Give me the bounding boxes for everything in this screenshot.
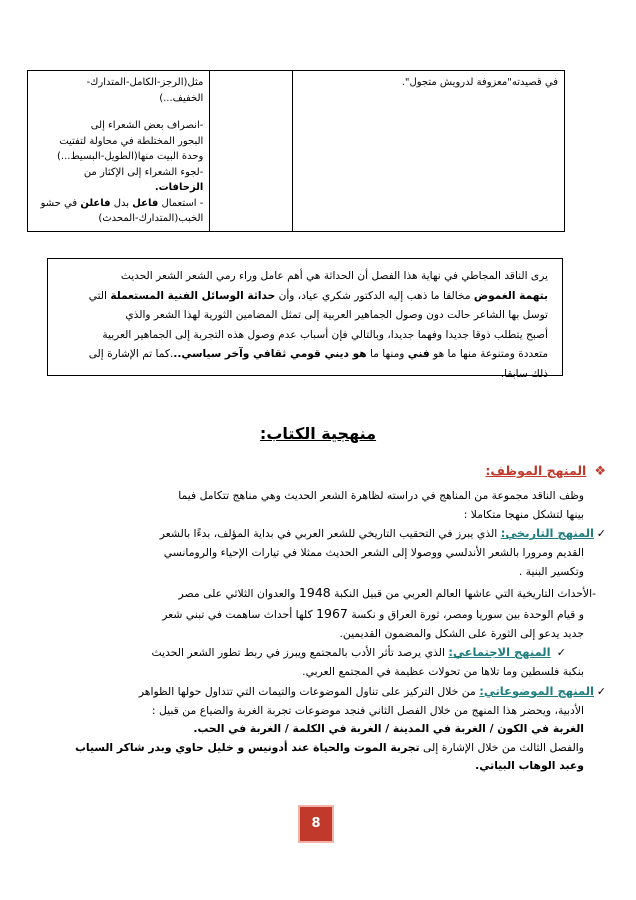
summary-line: يرى الناقد المجاطي في نهاية هذا الفصل أن الحداثة هي أهم عامل وراء رمي الشعر الشعر الحديث <box>120 270 548 282</box>
table-cell-middle <box>210 71 292 232</box>
cell-line: الزحافات. <box>154 182 204 193</box>
summary-line: توسل بها الشاعر حالت دون وصول الجماهير العربية إلى تمثل المضامين الثورية لهذا الشعر والذي <box>125 309 548 322</box>
table-cell-right <box>292 71 564 232</box>
cell-line: -لجوء الشعراء إلى الإكثار من <box>83 166 204 178</box>
cell-line: - استعمال فاعل بدل فاعلن في حشو <box>40 197 204 209</box>
paragraph: الغربة في الكون / الغربة في المدينة / الغربة في الكلمة / الغربة في الحب. <box>193 722 584 736</box>
comparison-table <box>27 70 565 232</box>
paragraph: بنكبة فلسطين وما تلاها من تحولات عظيمة في المجتمع العربي. <box>302 665 584 679</box>
checkmark-icon: ✓ <box>596 684 606 698</box>
paragraph: بينها لتشكل منهجا متكاملا : <box>463 507 584 521</box>
paragraph: جديد يدعو إلى الثورة على الشكل والمضمون القديمين. <box>339 626 584 640</box>
paragraph: القديم ومرورا بالشعر الأندلسي ووصولا إلى الشعر الحديث ممثلا في تيارات الإحياء والرومانسي <box>163 546 584 560</box>
paragraph: والفصل الثالث من خلال الإشارة إلى تجربة الموت والحياة عند أدونيس و خليل حاوي وبدر شاكر السياب <box>75 740 584 754</box>
cell-line: -انصراف بعض الشعراء إلى <box>90 120 204 131</box>
methods-section: ❖المنهج الموظف: وظف الناقد مجموعة من المناهج في دراسته لظاهرة الشعر الحديث وهي مناهج تتكامل فيما بينها لتشكل منهجا متكاملا : ✓المنهج التاريخي: الذي يبرز في التحقيب التاريخي للشعر العربي في بداية المؤلف، بدءًا بالشعر القديم ومرورا بالشعر الأندلسي ووصولا إلى الشعر الحديث ممثلا في تيارات الإحياء والرومانسي وتكسير البنية . -الأحداث التاريخية التي عاشها العالم العربي من قبيل النكبة 1948 والعدوان الثلاثي على مصر و قيام الوحدة بين سوريا ومصر، ثورة العراق و نكسة 1967 كلها أحداث ساهمت في تبني شعر جديد يدعو إلى الثورة على الشكل والمضمون القديمين. ✓ المنهج الاجتماعي: الذي يرصد تأثر الأدب بالمجتمع ويبرز في ربط تطور الشعر الحديث بنكبة فلسطين وما تلاها من تحولات عظيمة في المجتمع العربي. ✓المنهج الموضوعاتي: من خلال التركيز على تناول الموضوعات والتيمات التي تتداول حولها الظواهر الأدبية، ويحضر هذا المنهج من خلال الفصل الثاني فنجد موضوعات تجربة الغربة والضياع من قبيل : الغربة في الكون / الغربة في المدينة / الغربة في الكلمة / الغربة في الحب. والفصل الثالث من خلال الإشارة إلى تجربة الموت والحياة عند أدونيس و خليل حاوي وبدر شاكر السياب وعبد الوهاب البياتي. <box>20 460 606 776</box>
summary-line: بتهمة الغموض مخالفا ما ذهب إليه الدكتور شكري عياد، وأن حداثة الوسائل الفنية المستعملة التي <box>88 289 548 302</box>
table-cell-left <box>28 71 210 232</box>
page-title: منهجية الكتاب: <box>259 424 377 443</box>
cell-line: البحور المختلطة في محاولة لتفتيت <box>59 135 204 147</box>
cell-text: في قصيدته"معزوفة لدرويش متجول". <box>401 77 558 88</box>
thematic-heading: المنهج الموضوعاتي: <box>479 683 594 698</box>
dash-bullet-icon: - <box>592 586 596 600</box>
paragraph: و قيام الوحدة بين سوريا ومصر، ثورة العراق و نكسة 1967 كلها أحداث ساهمت في تبني شعر <box>162 606 584 622</box>
cell-line: الخبب(المتدارك-المحدث) <box>98 213 204 224</box>
paragraph: الأدبية، ويحضر هذا المنهج من خلال الفصل الثاني فنجد موضوعات تجربة الغربة والضياع من قبيل : <box>151 703 584 717</box>
summary-line: أصبح يتطلب ذوقا جديدا وفهما جديدا، وبالتالي فإن أسباب عدم وصول هذه التجربة إلى الجماهير العربية <box>102 328 548 341</box>
summary-box <box>47 258 563 380</box>
paragraph: وظف الناقد مجموعة من المناهج في دراسته لظاهرة الشعر الحديث وهي مناهج تتكامل فيما <box>178 489 584 503</box>
social-heading: المنهج الاجتماعي: <box>448 645 551 660</box>
cell-line: مثل(الرجز-الكامل-المتدارك- <box>86 77 204 88</box>
page-number: 8 <box>298 805 334 843</box>
paragraph: وتكسير البنية . <box>518 564 584 578</box>
paragraph: -الأحداث التاريخية التي عاشها العالم العربي من قبيل النكبة 1948 والعدوان الثلاثي على مصر <box>178 584 596 600</box>
summary-line: متعددة ومتنوعة منها ما هو فني ومنها ما هو ديني قومي ثقافي وآخر سياسي...كما تم الإشارة إلى <box>88 348 548 361</box>
cell-line: وحدة البيت منها(الطويل-البسيط...) <box>57 151 204 162</box>
checkmark-icon: ✓ <box>556 646 566 660</box>
cell-line: الخفيف...) <box>159 92 204 104</box>
summary-line: ذلك سابقا. <box>500 367 548 380</box>
checkmark-icon: ✓ <box>596 527 606 541</box>
methods-heading: المنهج الموظف: <box>485 463 587 478</box>
paragraph: وعبد الوهاب البياتي. <box>475 759 584 773</box>
diamond-bullet-icon: ❖ <box>594 464 606 479</box>
historical-heading: المنهج التاريخي: <box>500 526 594 541</box>
